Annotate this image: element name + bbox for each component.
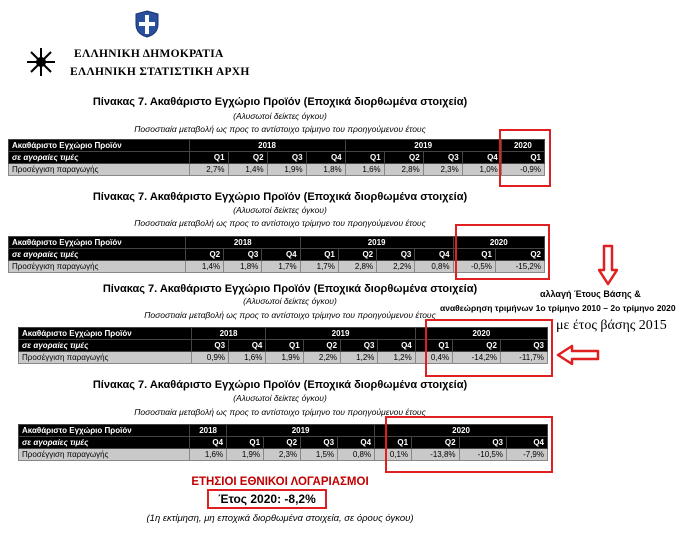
quarter-header: Q4 [338, 437, 375, 449]
year-header: 2020 [375, 425, 548, 437]
year-header: 2019 [345, 140, 501, 152]
quarter-header: Q3 [191, 340, 228, 352]
year-header: 2019 [227, 425, 375, 437]
value-cell: 2,3% [264, 449, 301, 461]
quarter-header: Q3 [267, 152, 306, 164]
value-cell: 0,8% [415, 261, 453, 273]
value-cell: 0,9% [191, 352, 228, 364]
table-4-title: Πίνακας 7. Ακαθάριστο Εγχώριο Προϊόν (Εποχικά διορθωμένα στοιχεία) [92, 379, 468, 391]
table-3-title: Πίνακας 7. Ακαθάριστο Εγχώριο Προϊόν (Εποχικά διορθωμένα στοιχεία) [102, 283, 478, 295]
value-cell: -10,5% [459, 449, 506, 461]
row-label-approx: Προσέγγιση παραγωγής [19, 449, 190, 461]
year-header: 2018 [190, 425, 227, 437]
value-cell: 2,2% [303, 352, 340, 364]
quarter-header: Q1 [227, 437, 264, 449]
row-label-approx: Προσέγγιση παραγωγής [19, 352, 192, 364]
quarter-header: Q3 [459, 437, 506, 449]
quarter-header: Q1 [345, 152, 384, 164]
elstat-logo-icon [26, 47, 56, 82]
quarter-header: Q2 [412, 437, 459, 449]
quarter-header: Q4 [378, 340, 415, 352]
value-cell: -14,2% [453, 352, 501, 364]
value-cell: 1,5% [301, 449, 338, 461]
value-cell: 1,7% [300, 261, 338, 273]
quarter-header: Q3 [341, 340, 378, 352]
row-label-approx: Προσέγγιση παραγωγής [9, 261, 186, 273]
value-cell: 0,8% [338, 449, 375, 461]
annotation-line-3: με έτος βάσης 2015 [556, 318, 667, 333]
value-cell: 2,7% [189, 164, 228, 176]
value-cell: 1,4% [185, 261, 223, 273]
table-1-note: Ποσοστιαία μεταβολή ως προς το αντίστοιχο τρίμηνο του προηγούμενου έτους [134, 124, 426, 134]
table-3-subtitle: (Αλυσωτοί δείκτες όγκου) [243, 296, 337, 306]
value-cell: 2,8% [338, 261, 376, 273]
year-header: 2018 [189, 140, 345, 152]
quarter-header: Q4 [262, 249, 300, 261]
table-1-title: Πίνακας 7. Ακαθάριστο Εγχώριο Προϊόν (Εποχικά διορθωμένα στοιχεία) [92, 96, 468, 108]
annotation-line-1: αλλαγή Έτους Βάσης & [540, 289, 641, 299]
quarter-header: Q1 [300, 249, 338, 261]
quarter-header: Q4 [507, 437, 548, 449]
value-cell: 1,6% [190, 449, 227, 461]
row-label-approx: Προσέγγιση παραγωγής [9, 164, 190, 176]
value-cell: -11,7% [500, 352, 547, 364]
quarter-header: Q2 [303, 340, 340, 352]
row-label-gdp: Ακαθάριστο Εγχώριο Προϊόν [19, 425, 190, 437]
row-label-market-prices: σε αγοραίες τιμές [9, 152, 190, 164]
value-cell: 1,2% [341, 352, 378, 364]
table-2-note: Ποσοστιαία μεταβολή ως προς το αντίστοιχο τρίμηνο του προηγούμενου έτους [134, 218, 426, 228]
quarter-header: Q1 [266, 340, 303, 352]
value-cell: 0,4% [415, 352, 452, 364]
row-label-gdp: Ακαθάριστο Εγχώριο Προϊόν [19, 328, 192, 340]
row-label-gdp: Ακαθάριστο Εγχώριο Προϊόν [9, 237, 186, 249]
value-cell: 2,2% [377, 261, 415, 273]
annual-value: Έτος 2020: -8,2% [207, 489, 327, 509]
table-1-subtitle: (Αλυσωτοί δείκτες όγκου) [233, 111, 327, 121]
value-cell: -0,5% [453, 261, 495, 273]
quarter-header: Q1 [415, 340, 452, 352]
quarter-header: Q3 [500, 340, 547, 352]
quarter-header: Q4 [462, 152, 501, 164]
year-header: 2019 [266, 328, 415, 340]
table-4-note: Ποσοστιαία μεταβολή ως προς το αντίστοιχο τρίμηνο του προηγούμενου έτους [134, 407, 426, 417]
year-header: 2020 [501, 140, 544, 152]
table-3-note: Ποσοστιαία μεταβολή ως προς το αντίστοιχο τρίμηνο του προηγούμενου έτους [144, 310, 436, 320]
quarter-header: Q2 [384, 152, 423, 164]
highlight-box [455, 224, 550, 280]
annual-title: ΕΤΗΣΙΟΙ ΕΘΝΙΚΟΙ ΛΟΓΑΡΙΑΣΜΟΙ [191, 476, 369, 488]
value-cell: -13,8% [412, 449, 459, 461]
quarter-header: Q3 [301, 437, 338, 449]
annual-note: (1η εκτίμηση, μη εποχικά διορθωμένα στοιχεία, σε όρους όγκου) [146, 513, 414, 524]
value-cell: 0,1% [375, 449, 412, 461]
value-cell: 2,8% [384, 164, 423, 176]
year-header: 2020 [415, 328, 547, 340]
quarter-header: Q4 [190, 437, 227, 449]
quarter-header: Q4 [415, 249, 453, 261]
year-header: 2018 [191, 328, 266, 340]
quarter-header: Q1 [453, 249, 495, 261]
quarter-header: Q1 [375, 437, 412, 449]
value-cell: 2,3% [423, 164, 462, 176]
left-arrow-icon [556, 344, 600, 371]
quarter-header: Q2 [495, 249, 544, 261]
quarter-header: Q4 [229, 340, 266, 352]
quarter-header: Q3 [423, 152, 462, 164]
value-cell: 1,0% [462, 164, 501, 176]
table-2-subtitle: (Αλυσωτοί δείκτες όγκου) [233, 205, 327, 215]
quarter-header: Q3 [377, 249, 415, 261]
value-cell: -7,9% [507, 449, 548, 461]
header-democracy: ΕΛΛΗΝΙΚΗ ΔΗΜΟΚΡΑΤΙΑ [74, 48, 224, 60]
value-cell: 1,9% [267, 164, 306, 176]
quarter-header: Q2 [264, 437, 301, 449]
annotation-line-2: αναθεώρηση τριμήνων 1ο τρίμηνο 2010 – 2ο τρίμηνο 2020 [440, 303, 676, 313]
table-2-title: Πίνακας 7. Ακαθάριστο Εγχώριο Προϊόν (Εποχικά διορθωμένα στοιχεία) [92, 191, 468, 203]
year-header: 2018 [185, 237, 300, 249]
quarter-header: Q2 [453, 340, 501, 352]
row-label-market-prices: σε αγοραίες τιμές [9, 249, 186, 261]
row-label-gdp: Ακαθάριστο Εγχώριο Προϊόν [9, 140, 190, 152]
down-arrow-icon [598, 244, 618, 291]
value-cell: 1,8% [306, 164, 345, 176]
quarter-header: Q3 [224, 249, 262, 261]
value-cell: 1,4% [228, 164, 267, 176]
greek-state-emblem-icon [134, 10, 160, 43]
quarter-header: Q2 [185, 249, 223, 261]
quarter-header: Q1 [189, 152, 228, 164]
table-4-subtitle: (Αλυσωτοί δείκτες όγκου) [233, 393, 327, 403]
value-cell: 1,6% [229, 352, 266, 364]
value-cell: 1,6% [345, 164, 384, 176]
row-label-market-prices: σε αγοραίες τιμές [19, 437, 190, 449]
quarter-header: Q1 [501, 152, 544, 164]
highlight-box [499, 129, 551, 187]
value-cell: 1,8% [224, 261, 262, 273]
value-cell: -15,2% [495, 261, 544, 273]
highlight-box [425, 319, 553, 377]
gdp-table-1 [8, 139, 545, 176]
quarter-header: Q4 [306, 152, 345, 164]
row-label-market-prices: σε αγοραίες τιμές [19, 340, 192, 352]
year-header: 2020 [453, 237, 544, 249]
value-cell: 1,7% [262, 261, 300, 273]
quarter-header: Q2 [338, 249, 376, 261]
value-cell: 1,9% [266, 352, 303, 364]
header-statistical-authority: ΕΛΛΗΝΙΚΗ ΣΤΑΤΙΣΤΙΚΗ ΑΡΧΗ [70, 66, 250, 78]
value-cell: 1,9% [227, 449, 264, 461]
highlight-box [385, 416, 553, 473]
value-cell: 1,2% [378, 352, 415, 364]
value-cell: -0,9% [501, 164, 544, 176]
quarter-header: Q2 [228, 152, 267, 164]
year-header: 2019 [300, 237, 453, 249]
